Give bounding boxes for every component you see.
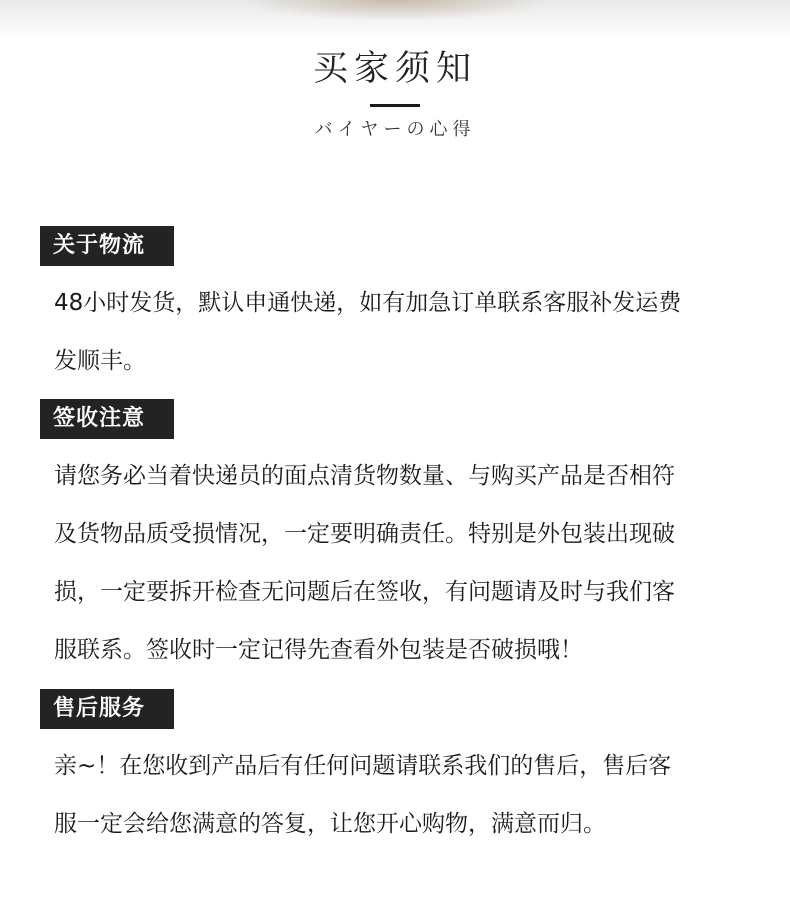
- text-line: 亲~！在您收到产品后有任何问题请联系我们的售后，售后客: [54, 753, 672, 779]
- text-line: 损，一定要拆开检查无问题后在签收，有问题请及时与我们客: [54, 579, 675, 605]
- title-divider: [370, 104, 420, 107]
- text-line: 及货物品质受损情况，一定要明确责任。特别是外包装出现破: [54, 521, 675, 547]
- text-line: 服联系。签收时一定记得先查看外包装是否破损哦！: [54, 637, 583, 663]
- page-title: 买家须知: [312, 49, 477, 89]
- section-text-receipt: [54, 447, 754, 679]
- page-header: [0, 44, 790, 143]
- section-tag-logistics: 关于物流: [40, 226, 174, 266]
- text-line: 发顺丰。: [54, 348, 146, 374]
- page-subtitle: バイヤーの心得: [314, 119, 476, 140]
- top-decoration: [0, 0, 790, 40]
- section-tag-receipt: 签收注意: [40, 399, 174, 439]
- section-text-after-sales: [54, 737, 754, 853]
- text-line: 请您务必当着快递员的面点清货物数量、与购买产品是否相符: [54, 463, 675, 489]
- section-tag-after-sales: 售后服务: [40, 689, 174, 729]
- text-line: 服一定会给您满意的答复，让您开心购物，满意而归。: [54, 811, 606, 837]
- text-line: 48小时发货，默认申通快递，如有加急订单联系客服补发运费: [54, 290, 682, 316]
- section-text-logistics: [54, 274, 754, 390]
